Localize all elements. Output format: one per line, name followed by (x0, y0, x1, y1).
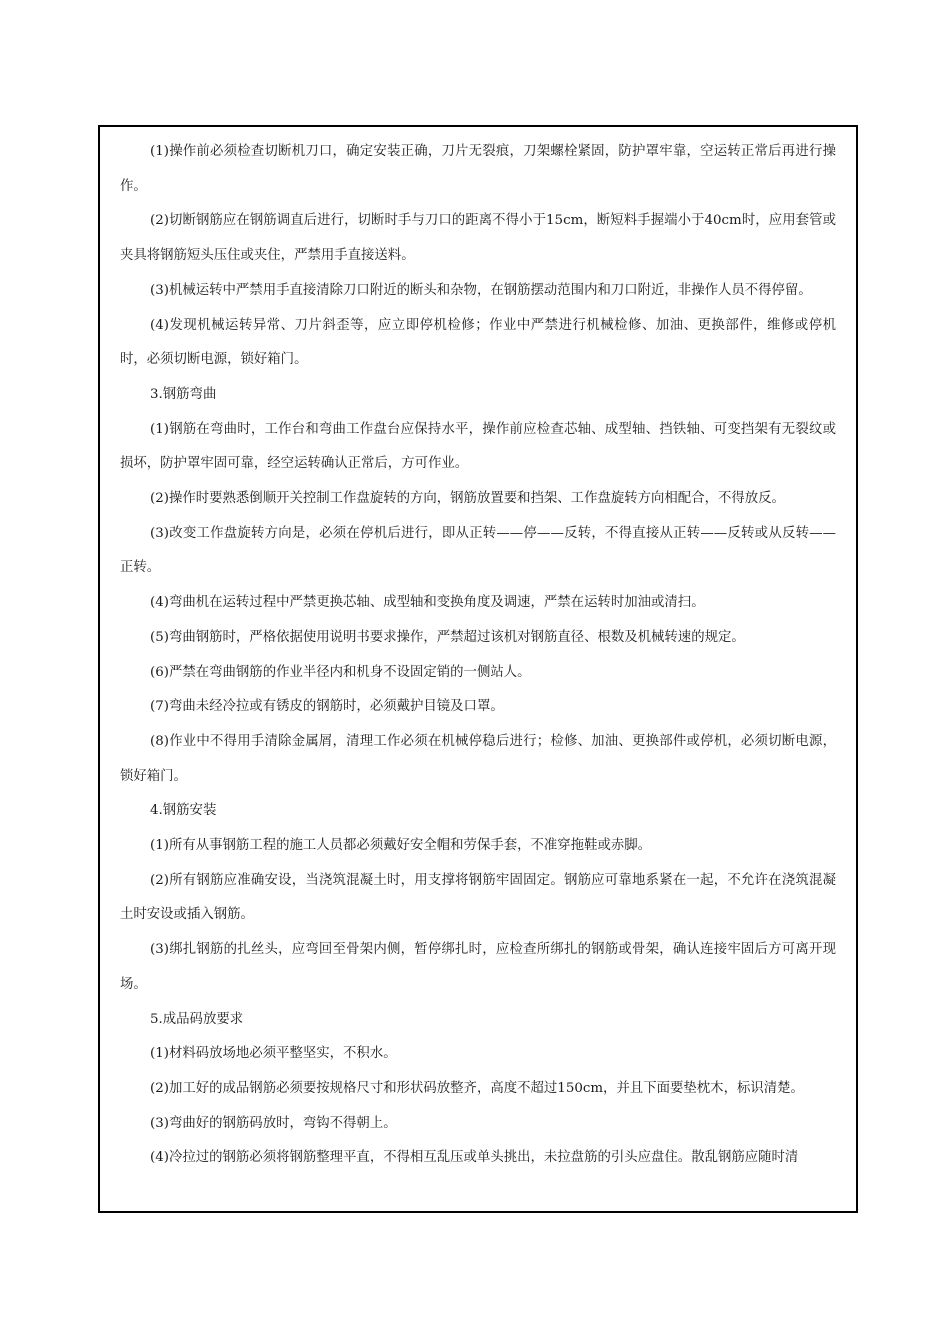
paragraph-installation-3: (3)绑扎钢筋的扎丝头，应弯回至骨架内侧，暂停绑扎时，应检查所绑扎的钢筋或骨架，确认连接牢固后方可离开现场。 (120, 942, 836, 992)
paragraph-bending-5: (5)弯曲钢筋时，严格依据使用说明书要求操作，严禁超过该机对钢筋直径、根数及机械转速的规定。 (150, 629, 745, 645)
document-body (100, 127, 856, 1176)
paragraph-bending-4: (4)弯曲机在运转过程中严禁更换芯轴、成型轴和变换角度及调速，严禁在运转时加油或清扫。 (150, 595, 705, 611)
paragraph-bending-7: (7)弯曲未经冷拉或有锈皮的钢筋时，必须戴护目镜及口罩。 (150, 699, 504, 715)
document-frame (98, 125, 858, 1213)
paragraph-stacking-4: (4)冷拉过的钢筋必须将钢筋整理平直，不得相互乱压或单头挑出，未拉盘筋的引头应盘住。散乱钢筋应随时清 (150, 1150, 799, 1166)
paragraph-bending-8: (8)作业中不得用手清除金属屑，清理工作必须在机械停稳后进行；检修、加油、更换部件或停机，必须切断电源，锁好箱门。 (120, 733, 836, 784)
paragraph-installation-2: (2)所有钢筋应准确安设，当浇筑混凝土时，用支撑将钢筋牢固固定。钢筋应可靠地系紧在一起，不允许在浇筑混凝土时安设或插入钢筋。 (120, 872, 836, 923)
section-heading-stacking: 5.成品码放要求 (150, 1011, 244, 1027)
section-heading-bending: 3.钢筋弯曲 (150, 386, 217, 402)
paragraph-bending-1: (1)钢筋在弯曲时，工作台和弯曲工作盘台应保持水平，操作前应检查芯轴、成型轴、挡铁轴、可变挡架有无裂纹或损坏，防护罩牢固可靠，经空运转确认正常后，方可作业。 (120, 421, 836, 472)
paragraph-cutting-1: (1)操作前必须检查切断机刀口，确定安装正确，刀片无裂痕，刀架螺栓紧固，防护罩牢靠，空运转正常后再进行操作。 (120, 144, 836, 194)
paragraph-bending-6: (6)严禁在弯曲钢筋的作业半径内和机身不设固定销的一侧站人。 (150, 664, 531, 680)
paragraph-stacking-1: (1)材料码放场地必须平整坚实，不积水。 (150, 1046, 397, 1062)
paragraph-stacking-2: (2)加工好的成品钢筋必须要按规格尺寸和形状码放整齐，高度不超过150cm，并且下面要垫枕木，标识清楚。 (150, 1080, 804, 1096)
paragraph-cutting-2: (2)切断钢筋应在钢筋调直后进行，切断时手与刀口的距离不得小于15cm，断短料手握端小于40cm时，应用套管或夹具将钢筋短头压住或夹住，严禁用手直接送料。 (120, 213, 836, 264)
paragraph-cutting-3: (3)机械运转中严禁用手直接清除刀口附近的断头和杂物，在钢筋摆动范围内和刀口附近，非操作人员不得停留。 (150, 282, 812, 298)
paragraph-bending-3: (3)改变工作盘旋转方向是，必须在停机后进行，即从正转——停——反转，不得直接从正转——反转或从反转——正转。 (120, 525, 836, 576)
paragraph-stacking-3: (3)弯曲好的钢筋码放时，弯钩不得朝上。 (150, 1115, 397, 1131)
paragraph-installation-1: (1)所有从事钢筋工程的施工人员都必须戴好安全帽和劳保手套，不准穿拖鞋或赤脚。 (150, 838, 652, 854)
paragraph-bending-2: (2)操作时要熟悉倒顺开关控制工作盘旋转的方向，钢筋放置要和挡架、工作盘旋转方向相配合，不得放反。 (150, 491, 785, 507)
section-heading-installation: 4.钢筋安装 (150, 803, 217, 819)
paragraph-cutting-4: (4)发现机械运转异常、刀片斜歪等，应立即停机检修；作业中严禁进行机械检修、加油、更换部件，维修或停机时，必须切断电源，锁好箱门。 (120, 317, 836, 368)
